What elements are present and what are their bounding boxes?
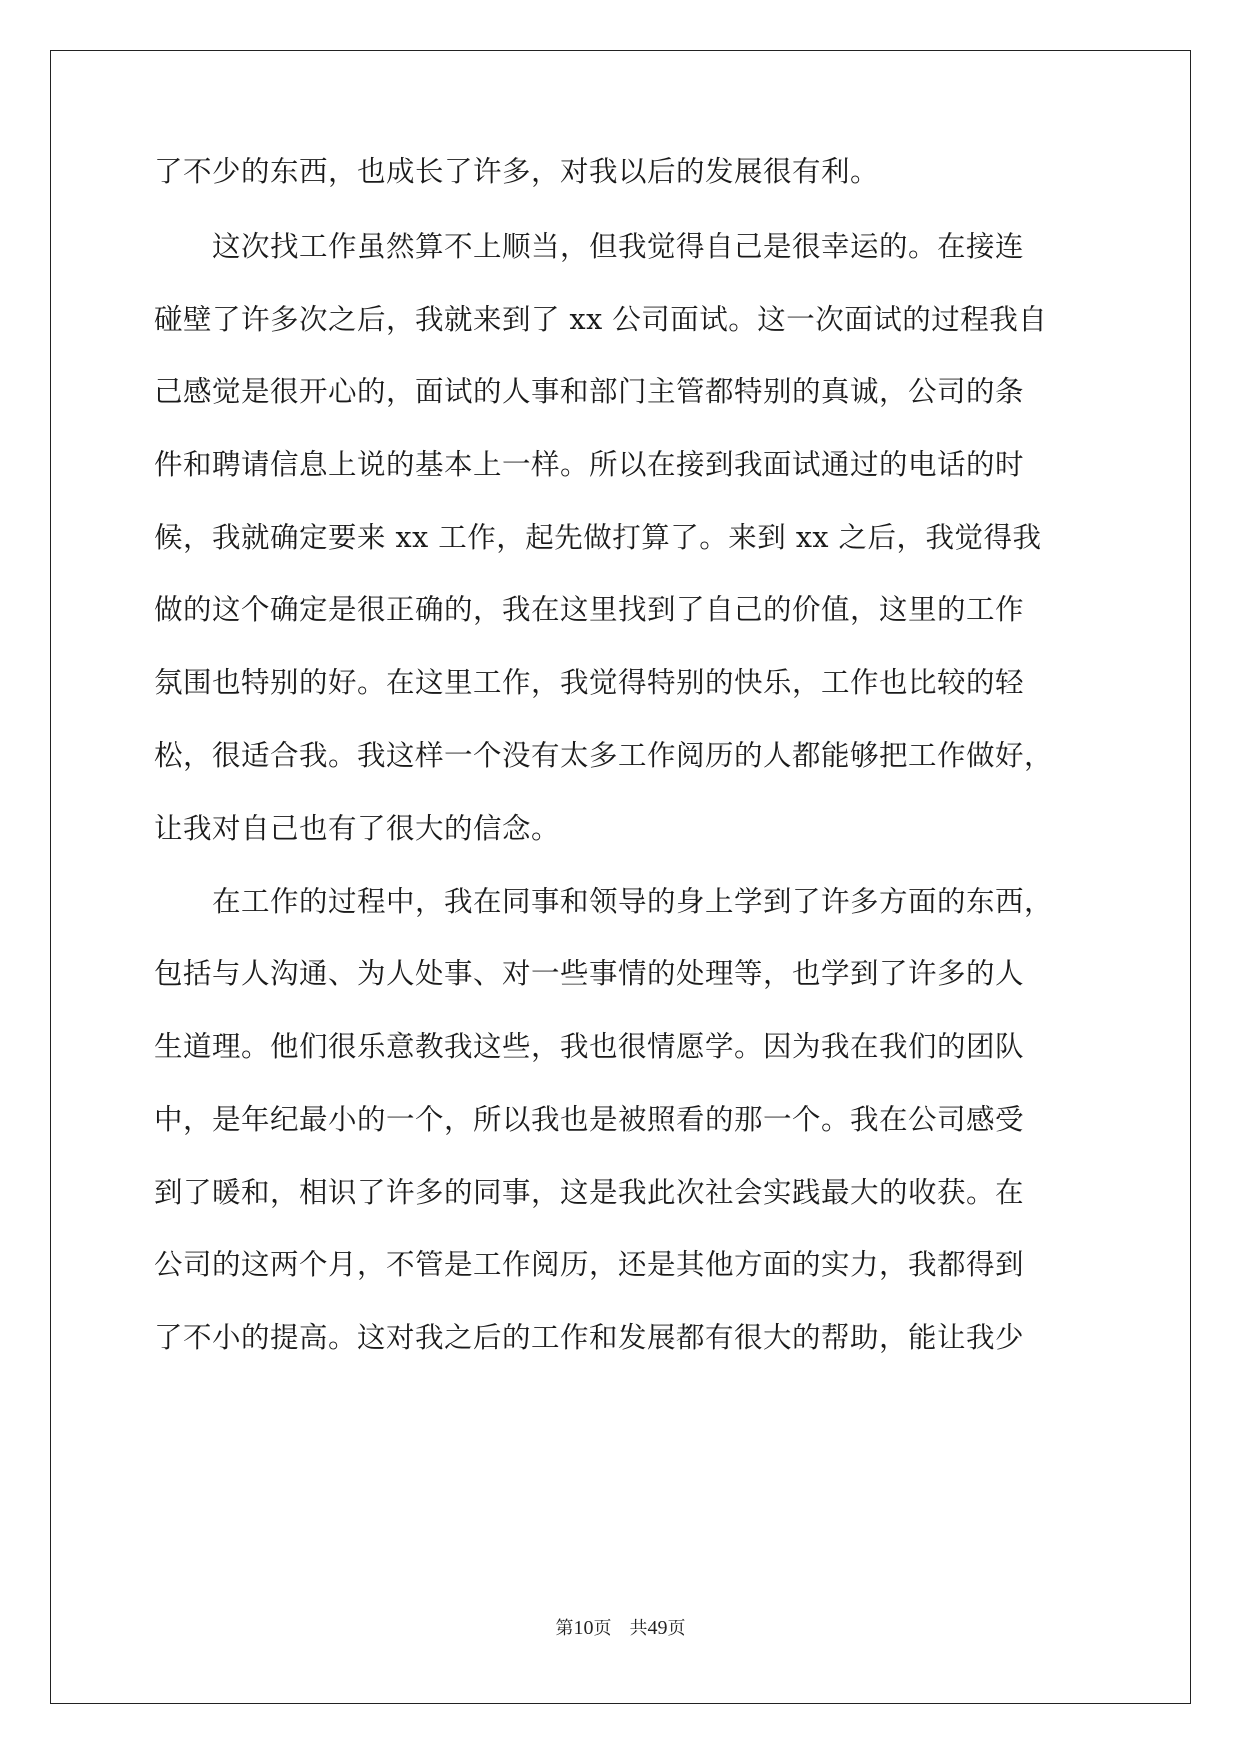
text-line: 中，是年纪最小的一个，所以我也是被照看的那一个。我在公司感受 (154, 1103, 1025, 1136)
page-suffix: 页 (593, 1618, 612, 1639)
total-prefix: 共 (629, 1618, 648, 1639)
text-line: 候，我就确定要来 xx 工作，起先做打算了。来到 xx 之后，我觉得我 (154, 521, 1042, 554)
text-line: 在工作的过程中，我在同事和领导的身上学到了许多方面的东西， (154, 885, 1054, 918)
total-pages: 49 (647, 1617, 668, 1639)
text-line: 做的这个确定是很正确的，我在这里找到了自己的价值，这里的工作 (154, 593, 1025, 626)
text-line: 包括与人沟通、为人处事、对一些事情的处理等，也学到了许多的人 (154, 957, 1025, 990)
text-line: 松，很适合我。我这样一个没有太多工作阅历的人都能够把工作做好， (154, 739, 1054, 772)
text-line: 让我对自己也有了很大的信念。 (154, 812, 561, 845)
text-line: 己感觉是很开心的，面试的人事和部门主管都特别的真诚，公司的条 (154, 375, 1025, 408)
text-line: 公司的这两个月，不管是工作阅历，还是其他方面的实力，我都得到 (154, 1248, 1025, 1281)
text-line: 生道理。他们很乐意教我这些，我也很情愿学。因为我在我们的团队 (154, 1030, 1025, 1063)
text-line: 氛围也特别的好。在这里工作，我觉得特别的快乐，工作也比较的轻 (154, 666, 1025, 699)
page-footer (0, 1616, 1241, 1641)
text-line: 了不少的东西，也成长了许多，对我以后的发展很有利。 (154, 155, 880, 188)
page-prefix: 第 (555, 1618, 574, 1639)
page-number: 10 (573, 1617, 594, 1639)
text-line: 到了暖和，相识了许多的同事，这是我此次社会实践最大的收获。在 (154, 1176, 1025, 1209)
total-suffix: 页 (667, 1618, 686, 1639)
text-line: 碰壁了许多次之后，我就来到了 xx 公司面试。这一次面试的过程我自 (154, 303, 1048, 336)
text-line: 件和聘请信息上说的基本上一样。所以在接到我面试通过的电话的时 (154, 448, 1025, 481)
text-line: 了不小的提高。这对我之后的工作和发展都有很大的帮助，能让我少 (154, 1321, 1025, 1354)
text-line: 这次找工作虽然算不上顺当，但我觉得自己是很幸运的。在接连 (154, 230, 1025, 263)
page-border (50, 50, 1191, 1704)
